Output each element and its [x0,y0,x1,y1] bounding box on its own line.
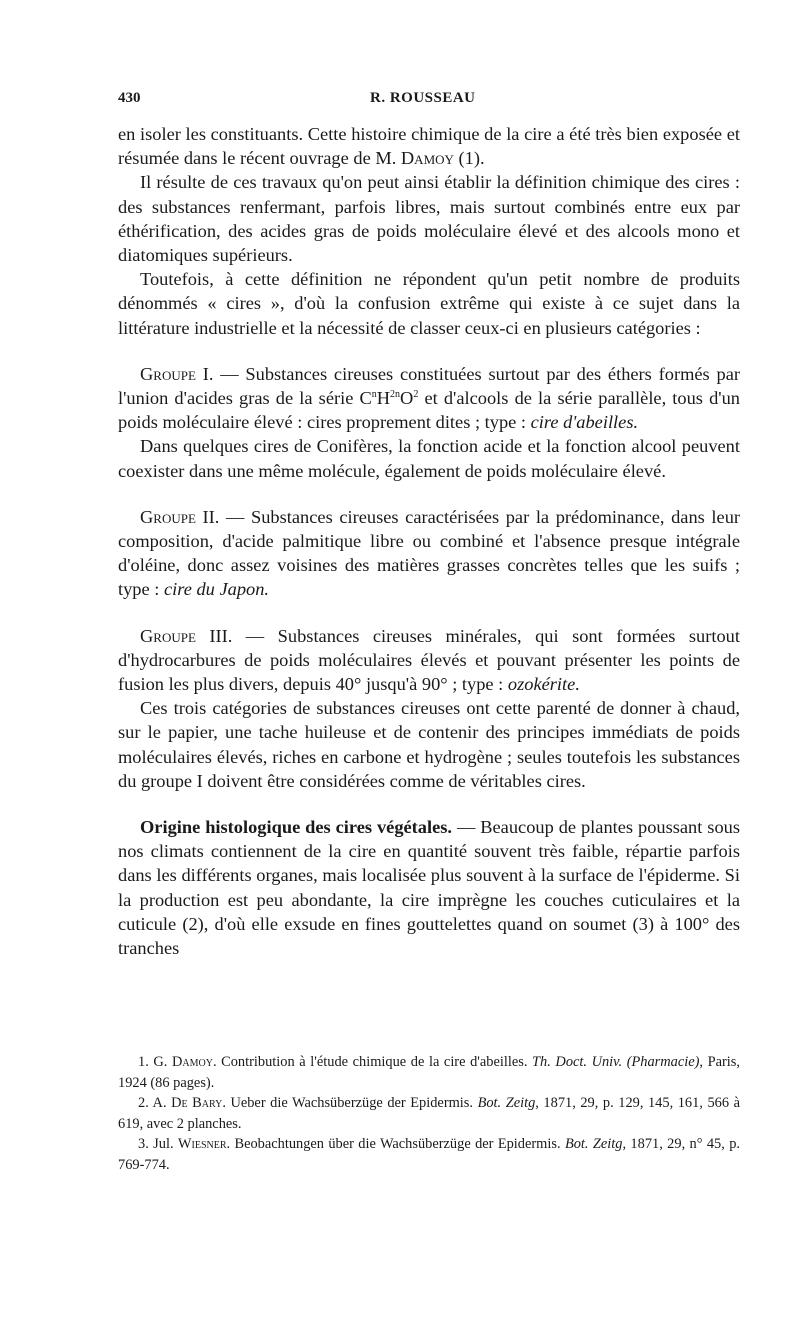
groupe-1-text-a: — Substances cireuses constituées surtout par des éthers formés par l'union d'acides gras de la série C [118,363,740,409]
footnote-2 [118,1093,740,1134]
section-heading-origine: Origine histologique des cires végétales. [140,817,453,838]
footnote-ref-3: (3) [632,913,654,934]
groupe-2-type: cire du Japon. [163,579,270,600]
running-header [118,90,738,112]
footnote-1-num: 1. G. [138,1054,172,1070]
footnotes [118,1052,740,1176]
origin-paragraph [118,815,740,960]
footnote-2-italic: Bot. Zeitg [477,1095,536,1112]
author-damoy: Damoy [400,148,454,169]
formula-h: H [376,388,391,409]
origin-text-a: — Beaucoup de plantes poussant sous nos climats contiennent de la cire en quantité souvent très faible, répartie parfois dans les différents organes, mais localisée plus souvent à la surface de l'épiderme. Si la production est peu abondante, la cire imprègne les couches cuticulaires et la cuticule [118,817,740,934]
footnote-1-tail: , Paris, 1924 (86 pages). [118,1054,740,1091]
paragraph-1 [118,122,740,170]
groupe-2-label: Groupe II. [140,506,220,527]
groupe-1-paragraph [118,362,740,435]
groupe-1-text-b: et d'alcools de la série parallèle, tous d'un poids moléculaire élevé : cires proprement dites ; type : [118,388,740,433]
footnote-ref-2: (2) [182,913,204,934]
groupe-3-paragraph-2: Ces trois catégories de substances cireuses ont cette parenté de donner à chaud, sur le papier, une tache huileuse et de contenir des principes immédiats de poids moléculaires élevés, riches en carbone et hydrogène ; seules toutefois les substances du groupe I doivent être considérées comme de véritables cires. [118,698,740,791]
footnote-3-tail: , 1871, 29, n° 45, p. 769-774. [118,1136,740,1173]
origin-text-b: , d'où elle exsude en fines gouttelettes quand on soumet [203,913,633,934]
footnote-2-text: . Ueber die Wachsüberzüge der Epidermis. [222,1095,478,1112]
groupe-3-label: Groupe III. [140,625,233,646]
footnote-3-author: Wiesner [177,1136,227,1153]
page-number: 430 [118,90,141,106]
footnote-1-text: . Contribution à l'étude chimique de la cire d'abeilles. [212,1054,533,1070]
footnote-3 [118,1134,740,1175]
groupe-2-paragraph [118,505,740,602]
groupe-3-text: — Substances cireuses minérales, qui sont formées surtout d'hydrocarbures de poids moléculaires élevés et pouvant présenter les points de fusion les plus divers, depuis 40° jusqu'à 90° ; type : [118,625,740,695]
footnote-1-italic: Th. Doct. Univ. (Pharmacie) [532,1054,700,1070]
formula-sup-2: 2 [413,388,419,400]
paragraph-2: Il résulte de ces travaux qu'on peut ainsi établir la définition chimique des cires : des substances renfermant, parfois libres, mais surtout combinés entre eux par éthérification, des acides gras de poids moléculaire élevé et des alcools mono et diatomiques supérieurs. [118,172,740,266]
footnote-2-author: De Bary [171,1095,223,1112]
footnote-1 [118,1052,740,1093]
footnote-3-text: . Beobachtungen über die Wachsüberzüge der Epidermis. [226,1136,565,1153]
paragraph-3: Toutefois, à cette définition ne répondent qu'un petit nombre de produits dénommés « cires », d'où la confusion extrême qui existe à ce sujet dans la littérature industrielle et la nécessité de classer ceux-ci en plusieurs catégories : [118,269,740,338]
running-title: R. ROUSSEAU [370,90,476,106]
groupe-3-paragraph [118,624,740,697]
formula-o: O [400,388,414,409]
groupe-1-paragraph-2: Dans quelques cires de Conifères, la fonction acide et la fonction alcool peuvent coexister dans une même molécule, également de poids moléculaire élevé. [118,436,740,481]
groupe-3-type: ozokérite. [507,674,580,695]
footnote-ref-1: (1). [458,148,485,169]
groupe-1-type: cire d'abeilles. [530,412,639,433]
footnote-2-tail: , 1871, 29, p. 129, 145, 161, 566 à 619, avec 2 planches. [118,1095,740,1132]
footnote-1-author: Damoy [171,1054,213,1070]
paragraph-1-text: en isoler les constituants. Cette histoire chimique de la cire a été très bien exposée et résumée dans le récent ouvrage de M. [118,124,740,169]
groupe-1-label: Groupe I. [140,363,214,384]
footnote-3-italic: Bot. Zeitg [564,1136,623,1153]
formula-sup-2n: 2n [390,388,401,400]
footnote-2-num: 2. A. [138,1095,172,1112]
origin-text-c: à 100° des tranches [118,913,740,959]
main-text [118,122,740,960]
footnote-3-num: 3. Jul. [138,1136,178,1153]
formula-sup-n: n [371,388,377,400]
groupe-2-text: — Substances cireuses caractérisées par la prédominance, dans leur composition, d'acide palmitique libre ou combiné et l'absence presque intégrale d'oléine, donc assez voisines des matières grasses concrètes telles que les suifs ; type : [118,506,741,600]
